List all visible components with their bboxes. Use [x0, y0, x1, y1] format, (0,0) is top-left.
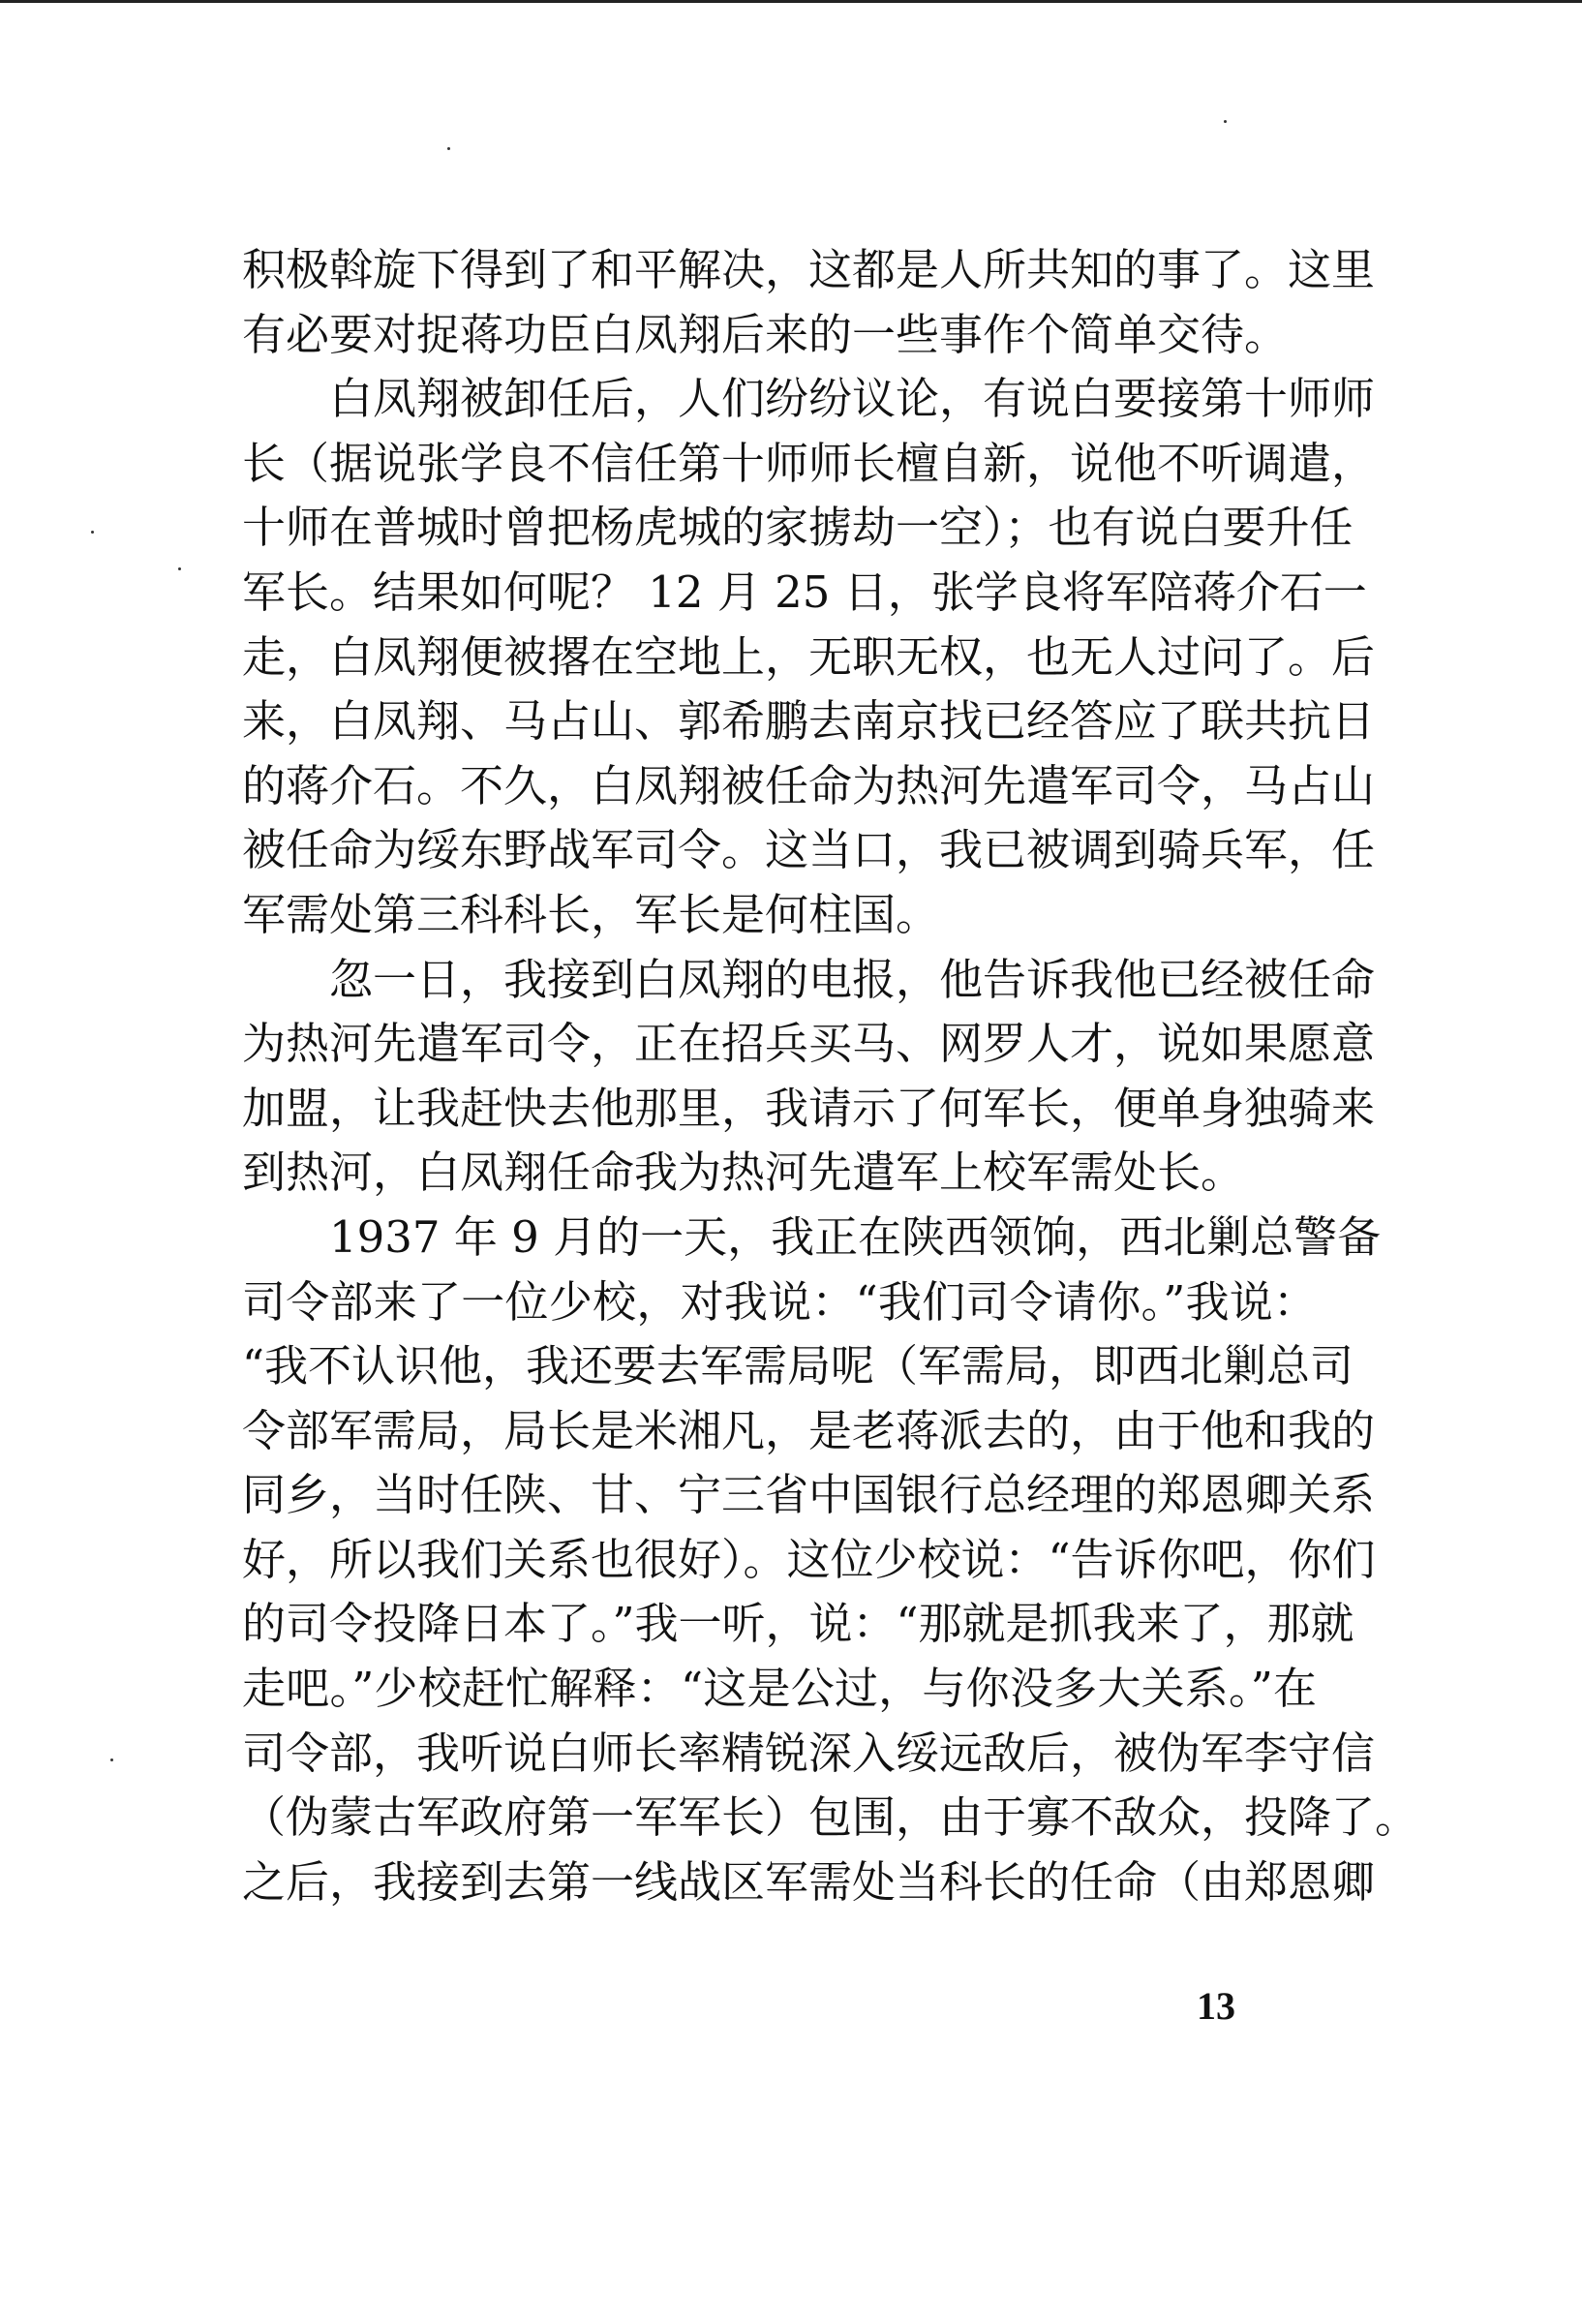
- text-line: 长（据说张学良不信任第十师师长檀自新，说他不听调遣，: [242, 437, 1376, 489]
- scan-speck: [1224, 120, 1227, 123]
- paragraph: [242, 367, 1376, 947]
- text-line: 加盟，让我赶快去他那里，我请示了何军长，便单身独骑来: [242, 1082, 1376, 1134]
- text-line: 军长。结果如何呢？ 12 月 25 日，张学良将军陪蒋介石一: [242, 566, 1367, 618]
- text-line: 司令部来了一位少校，对我说：“我们司令请你。”我说：: [242, 1275, 1317, 1328]
- text-line: 被任命为绥东野战军司令。这当口，我已被调到骑兵军，任: [242, 824, 1376, 876]
- paragraph: [242, 1206, 1419, 1915]
- text-line: （伪蒙古军政府第一军军长）包围，由于寡不敌众，投降了。: [242, 1791, 1419, 1844]
- body-text: [242, 238, 1419, 1914]
- scan-speck: [110, 1758, 113, 1761]
- scan-speck: [447, 147, 450, 150]
- text-line: 的司令投降日本了。”我一听，说：“那就是抓我来了，那就: [242, 1598, 1354, 1650]
- text-line: 的蒋介石。不久，白凤翔被任命为热河先遣军司令，马占山: [242, 759, 1376, 811]
- text-line: 走吧。”少校赶忙解释：“这是公过，与你没多大关系。”在: [242, 1663, 1317, 1715]
- text-line: 走，白凤翔便被撂在空地上，无职无权，也无人过问了。后: [242, 630, 1376, 683]
- text-line: 司令部，我听说白师长率精锐深入绥远敌后，被伪军李守信: [242, 1727, 1376, 1779]
- text-line: 军需处第三科科长，军长是何柱国。: [242, 888, 940, 940]
- paragraph: [242, 948, 1376, 1206]
- text-line: “我不认识他，我还要去军需局呢（军需局，即西北剿总司: [242, 1340, 1354, 1392]
- text-line: 好，所以我们关系也很好）。这位少校说：“告诉你吧，你们: [242, 1533, 1376, 1585]
- text-line: 到热河，白凤翔任命我为热河先遣军上校军需处长。: [242, 1147, 1245, 1199]
- text-line: 有必要对捉蒋功臣白凤翔后来的一些事作个简单交待。: [242, 308, 1289, 360]
- paragraph: [242, 238, 1376, 367]
- text-line: 忽一日，我接到白凤翔的电报，他告诉我他已经被任命: [329, 953, 1376, 1005]
- text-line: 十师在普城时曾把杨虎城的家掳劫一空）；也有说白要升任: [242, 502, 1354, 554]
- scan-speck: [91, 531, 94, 534]
- text-line: 白凤翔被卸任后，人们纷纷议论，有说白要接第十师师: [329, 373, 1376, 425]
- text-line: 为热河先遣军司令，正在招兵买马、网罗人才，说如果愿意: [242, 1018, 1376, 1070]
- text-line: 积极斡旋下得到了和平解决，这都是人所共知的事了。这里: [242, 244, 1376, 295]
- top-border-rule: [0, 0, 1582, 3]
- text-line: 令部军需局，局长是米湘凡，是老蒋派去的，由于他和我的: [242, 1404, 1376, 1456]
- text-line: 之后，我接到去第一线战区军需处当科长的任命（由郑恩卿: [242, 1855, 1376, 1908]
- scan-speck: [178, 567, 181, 570]
- text-line: 来，白凤翔、马占山、郭希鹏去南京找已经答应了联共抗日: [242, 695, 1376, 748]
- text-line: 1937 年 9 月的一天，我正在陕西领饷，西北剿总警备: [329, 1210, 1382, 1263]
- page-number: 13: [1197, 1984, 1235, 2028]
- text-line: 同乡，当时任陕、甘、宁三省中国银行总经理的郑恩卿关系: [242, 1469, 1376, 1521]
